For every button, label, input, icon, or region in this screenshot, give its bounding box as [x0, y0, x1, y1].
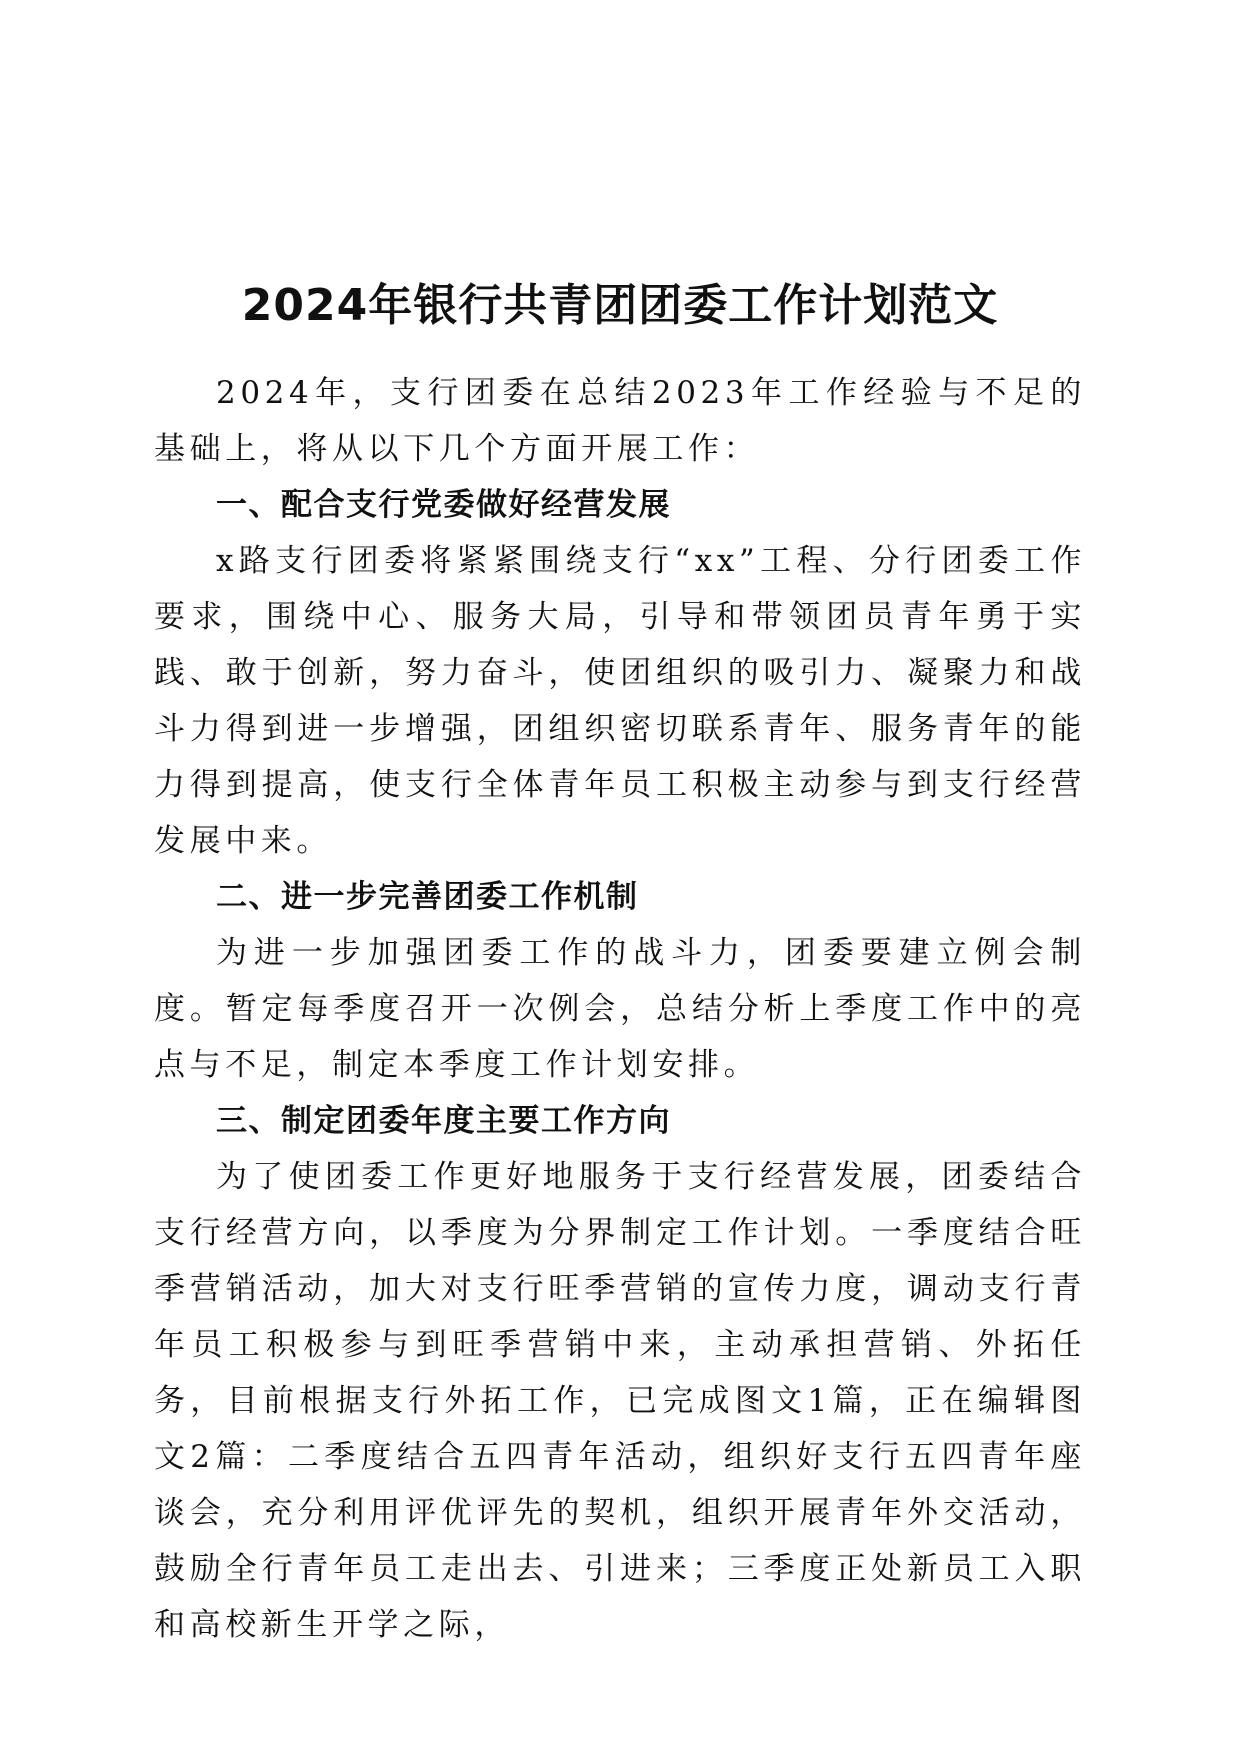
section-heading-3: 三、制定团委年度主要工作方向 [216, 1103, 671, 1139]
document-title: 2024年银行共青团团委工作计划范文 [241, 280, 999, 331]
section-1-paragraph: x路支行团委将紧紧围绕支行“xx”工程、分行团委工作要求，围绕中心、服务大局，引导和带领团员青年勇于实践、敢于创新，努力奋斗，使团组织的吸引力、凝聚力和战斗力得到进一步增强，团组织密切联系青年、服务青年的能力得到提高，使支行全体青年员工积极主动参与到支行经营发展中来。 [154, 543, 1086, 859]
intro-paragraph: 2024年，支行团委在总结2023年工作经验与不足的基础上，将从以下几个方面开展工作： [154, 375, 1086, 467]
section-3-paragraph: 为了使团委工作更好地服务于支行经营发展，团委结合支行经营方向，以季度为分界制定工作计划。一季度结合旺季营销活动，加大对支行旺季营销的宣传力度，调动支行青年员工积极参与到旺季营销中来，主动承担营销、外拓任务，目前根据支行外拓工作，已完成图文1篇，正在编辑图文2篇：二季度结合五四青年活动，组织好支行五四青年座谈会，充分利用评优评先的契机，组织开展青年外交活动，鼓励全行青年员工走出去、引进来；三季度正处新员工入职和高校新生开学之际， [154, 1159, 1086, 1643]
section-2-paragraph: 为进一步加强团委工作的战斗力，团委要建立例会制度。暂定每季度召开一次例会，总结分析上季度工作中的亮点与不足，制定本季度工作计划安排。 [154, 935, 1086, 1083]
section-heading-1: 一、配合支行党委做好经营发展 [216, 487, 671, 523]
section-heading-2: 二、进一步完善团委工作机制 [216, 879, 639, 915]
document-body [154, 365, 1086, 1653]
